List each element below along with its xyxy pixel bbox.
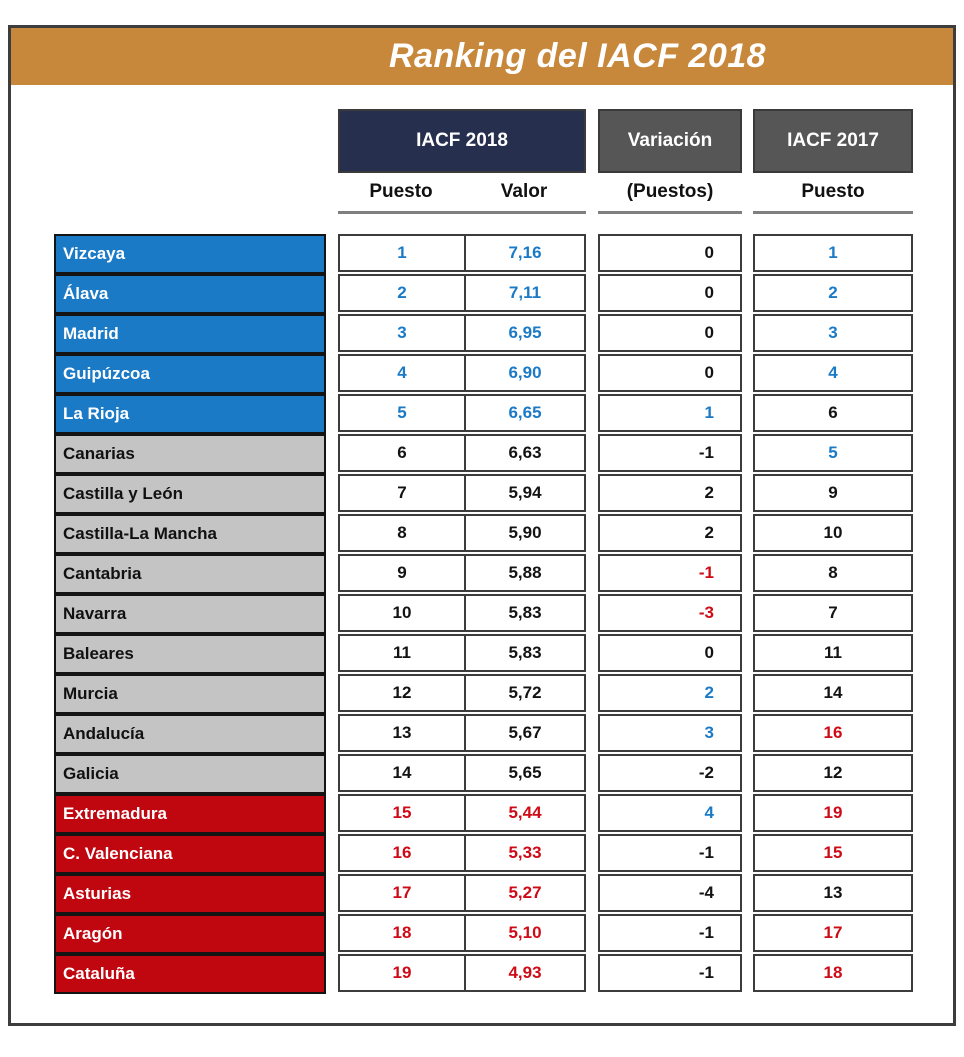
puesto-2018-cell: 1 — [338, 234, 466, 272]
subheader-puesto-2017: Puesto — [801, 181, 865, 202]
puesto-2018-cell: 13 — [338, 714, 466, 752]
valor-2018-cell: 5,72 — [464, 674, 586, 712]
valor-2018-cell: 5,65 — [464, 754, 586, 792]
puesto-2018-cell: 9 — [338, 554, 466, 592]
puesto-2017-cell: 13 — [753, 874, 913, 912]
underline-iacf-2017 — [753, 211, 913, 214]
puesto-2017-cell: 18 — [753, 954, 913, 992]
region-cell: Extremadura — [54, 794, 326, 834]
region-cell: Canarias — [54, 434, 326, 474]
region-cell: Castilla-La Mancha — [54, 514, 326, 554]
region-cell: Castilla y León — [54, 474, 326, 514]
puesto-2017-cell: 10 — [753, 514, 913, 552]
puesto-2018-cell: 11 — [338, 634, 466, 672]
variacion-cell: -4 — [598, 874, 742, 912]
puesto-2018-cell: 5 — [338, 394, 466, 432]
puesto-2017-cell: 6 — [753, 394, 913, 432]
puesto-2018-cell: 16 — [338, 834, 466, 872]
header-iacf-2018: IACF 2018 — [338, 109, 586, 173]
puesto-2018-cell: 18 — [338, 914, 466, 952]
variacion-cell: -1 — [598, 914, 742, 952]
variacion-cell: 2 — [598, 674, 742, 712]
region-cell: Cantabria — [54, 554, 326, 594]
puesto-2017-cell: 2 — [753, 274, 913, 312]
puesto-2018-cell: 14 — [338, 754, 466, 792]
variacion-cell: 0 — [598, 274, 742, 312]
region-cell: La Rioja — [54, 394, 326, 434]
page-title: Ranking del IACF 2018 — [389, 37, 767, 75]
valor-2018-cell: 5,44 — [464, 794, 586, 832]
variacion-cell: -3 — [598, 594, 742, 632]
puesto-2017-cell: 16 — [753, 714, 913, 752]
region-cell: C. Valenciana — [54, 834, 326, 874]
puesto-2017-cell: 11 — [753, 634, 913, 672]
puesto-2018-cell: 4 — [338, 354, 466, 392]
variacion-cell: 0 — [598, 314, 742, 352]
variacion-cell: -1 — [598, 434, 742, 472]
valor-2018-cell: 5,83 — [464, 634, 586, 672]
variacion-cell: 0 — [598, 634, 742, 672]
puesto-2018-cell: 2 — [338, 274, 466, 312]
variacion-cell: 0 — [598, 234, 742, 272]
puesto-2017-cell: 5 — [753, 434, 913, 472]
puesto-2018-cell: 7 — [338, 474, 466, 512]
puesto-2018-cell: 12 — [338, 674, 466, 712]
puesto-2017-cell: 12 — [753, 754, 913, 792]
title-bar — [11, 28, 953, 85]
variacion-cell: -2 — [598, 754, 742, 792]
puesto-2017-cell: 8 — [753, 554, 913, 592]
region-cell: Aragón — [54, 914, 326, 954]
puesto-2017-cell: 19 — [753, 794, 913, 832]
valor-2018-cell: 6,65 — [464, 394, 586, 432]
puesto-2017-cell: 1 — [753, 234, 913, 272]
puesto-2018-cell: 10 — [338, 594, 466, 632]
valor-2018-cell: 5,27 — [464, 874, 586, 912]
header-variacion: Variación — [598, 109, 742, 173]
underline-variacion — [598, 211, 742, 214]
variacion-cell: 0 — [598, 354, 742, 392]
variacion-cell: 2 — [598, 514, 742, 552]
ranking-table-frame — [8, 25, 956, 1026]
valor-2018-cell: 5,94 — [464, 474, 586, 512]
variacion-cell: -1 — [598, 554, 742, 592]
variacion-cell: 4 — [598, 794, 742, 832]
valor-2018-cell: 5,88 — [464, 554, 586, 592]
valor-2018-cell: 4,93 — [464, 954, 586, 992]
variacion-cell: -1 — [598, 834, 742, 872]
valor-2018-cell: 5,90 — [464, 514, 586, 552]
subheader-puesto-2018: Puesto — [369, 181, 433, 202]
subheader-puestos-variacion: (Puestos) — [626, 181, 714, 202]
valor-2018-cell: 5,67 — [464, 714, 586, 752]
puesto-2018-cell: 3 — [338, 314, 466, 352]
region-cell: Navarra — [54, 594, 326, 634]
puesto-2018-cell: 19 — [338, 954, 466, 992]
puesto-2017-cell: 7 — [753, 594, 913, 632]
variacion-cell: 1 — [598, 394, 742, 432]
valor-2018-cell: 5,83 — [464, 594, 586, 632]
puesto-2017-cell: 4 — [753, 354, 913, 392]
puesto-2017-cell: 15 — [753, 834, 913, 872]
underline-iacf-2018 — [338, 211, 586, 214]
puesto-2017-cell: 14 — [753, 674, 913, 712]
variacion-cell: -1 — [598, 954, 742, 992]
valor-2018-cell: 7,11 — [464, 274, 586, 312]
variacion-cell: 3 — [598, 714, 742, 752]
valor-2018-cell: 6,90 — [464, 354, 586, 392]
region-cell: Vizcaya — [54, 234, 326, 274]
region-cell: Andalucía — [54, 714, 326, 754]
region-cell: Álava — [54, 274, 326, 314]
region-cell: Asturias — [54, 874, 326, 914]
puesto-2018-cell: 17 — [338, 874, 466, 912]
puesto-2018-cell: 6 — [338, 434, 466, 472]
region-cell: Madrid — [54, 314, 326, 354]
puesto-2017-cell: 9 — [753, 474, 913, 512]
region-cell: Galicia — [54, 754, 326, 794]
puesto-2018-cell: 8 — [338, 514, 466, 552]
valor-2018-cell: 5,33 — [464, 834, 586, 872]
valor-2018-cell: 5,10 — [464, 914, 586, 952]
valor-2018-cell: 6,95 — [464, 314, 586, 352]
region-cell: Baleares — [54, 634, 326, 674]
puesto-2017-cell: 17 — [753, 914, 913, 952]
puesto-2018-cell: 15 — [338, 794, 466, 832]
region-cell: Guipúzcoa — [54, 354, 326, 394]
puesto-2017-cell: 3 — [753, 314, 913, 352]
valor-2018-cell: 7,16 — [464, 234, 586, 272]
region-cell: Cataluña — [54, 954, 326, 994]
valor-2018-cell: 6,63 — [464, 434, 586, 472]
subheader-valor-2018: Valor — [500, 181, 548, 202]
header-iacf-2017: IACF 2017 — [753, 109, 913, 173]
region-cell: Murcia — [54, 674, 326, 714]
variacion-cell: 2 — [598, 474, 742, 512]
